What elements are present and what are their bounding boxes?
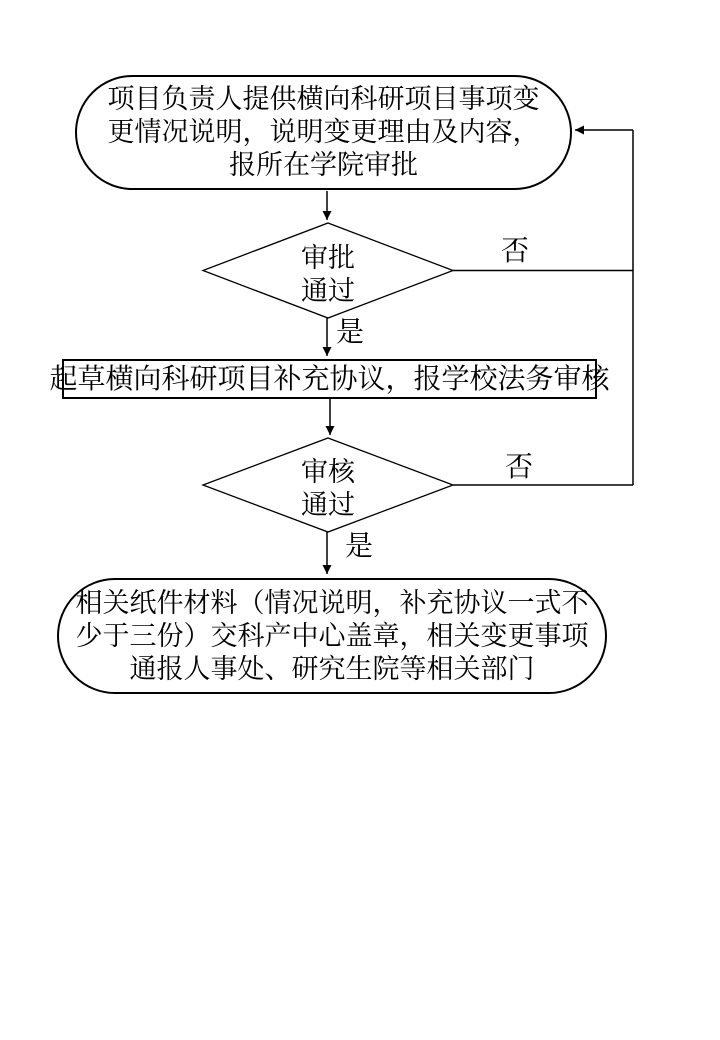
review-yes-label: 是 — [344, 530, 373, 561]
review-no-label: 否 — [504, 451, 533, 482]
review-decision-line-1: 审核 — [301, 457, 355, 487]
draft-process-node — [49, 359, 610, 399]
end-text-line-2: 少于三份）交科产中心盖章，相关变更事项 — [75, 620, 589, 651]
approval-decision-line-1: 审批 — [301, 243, 355, 273]
approval-decision-text — [258, 242, 398, 308]
start-terminator-node — [75, 75, 572, 190]
end-text-line-3: 通报人事处、研究生院等相关部门 — [129, 653, 535, 684]
approval-no-label: 否 — [500, 235, 529, 266]
draft-process-text: 起草横向科研项目补充协议，报学校法务审核 — [49, 363, 610, 394]
approval-yes-label: 是 — [335, 316, 364, 347]
end-text-line-1: 相关纸件材料（情况说明，补充协议一式不 — [75, 587, 589, 618]
start-text-line-3: 报所在学院审批 — [229, 150, 418, 180]
start-text-line-1: 项目负责人提供横向科研项目事项变 — [107, 84, 540, 114]
end-terminator-node — [57, 578, 607, 694]
approval-decision-line-2: 通过 — [301, 276, 355, 306]
review-decision-line-2: 通过 — [301, 490, 355, 520]
start-text-line-2: 更情况说明，说明变更理由及内容， — [107, 117, 540, 147]
review-decision-text — [258, 456, 398, 522]
